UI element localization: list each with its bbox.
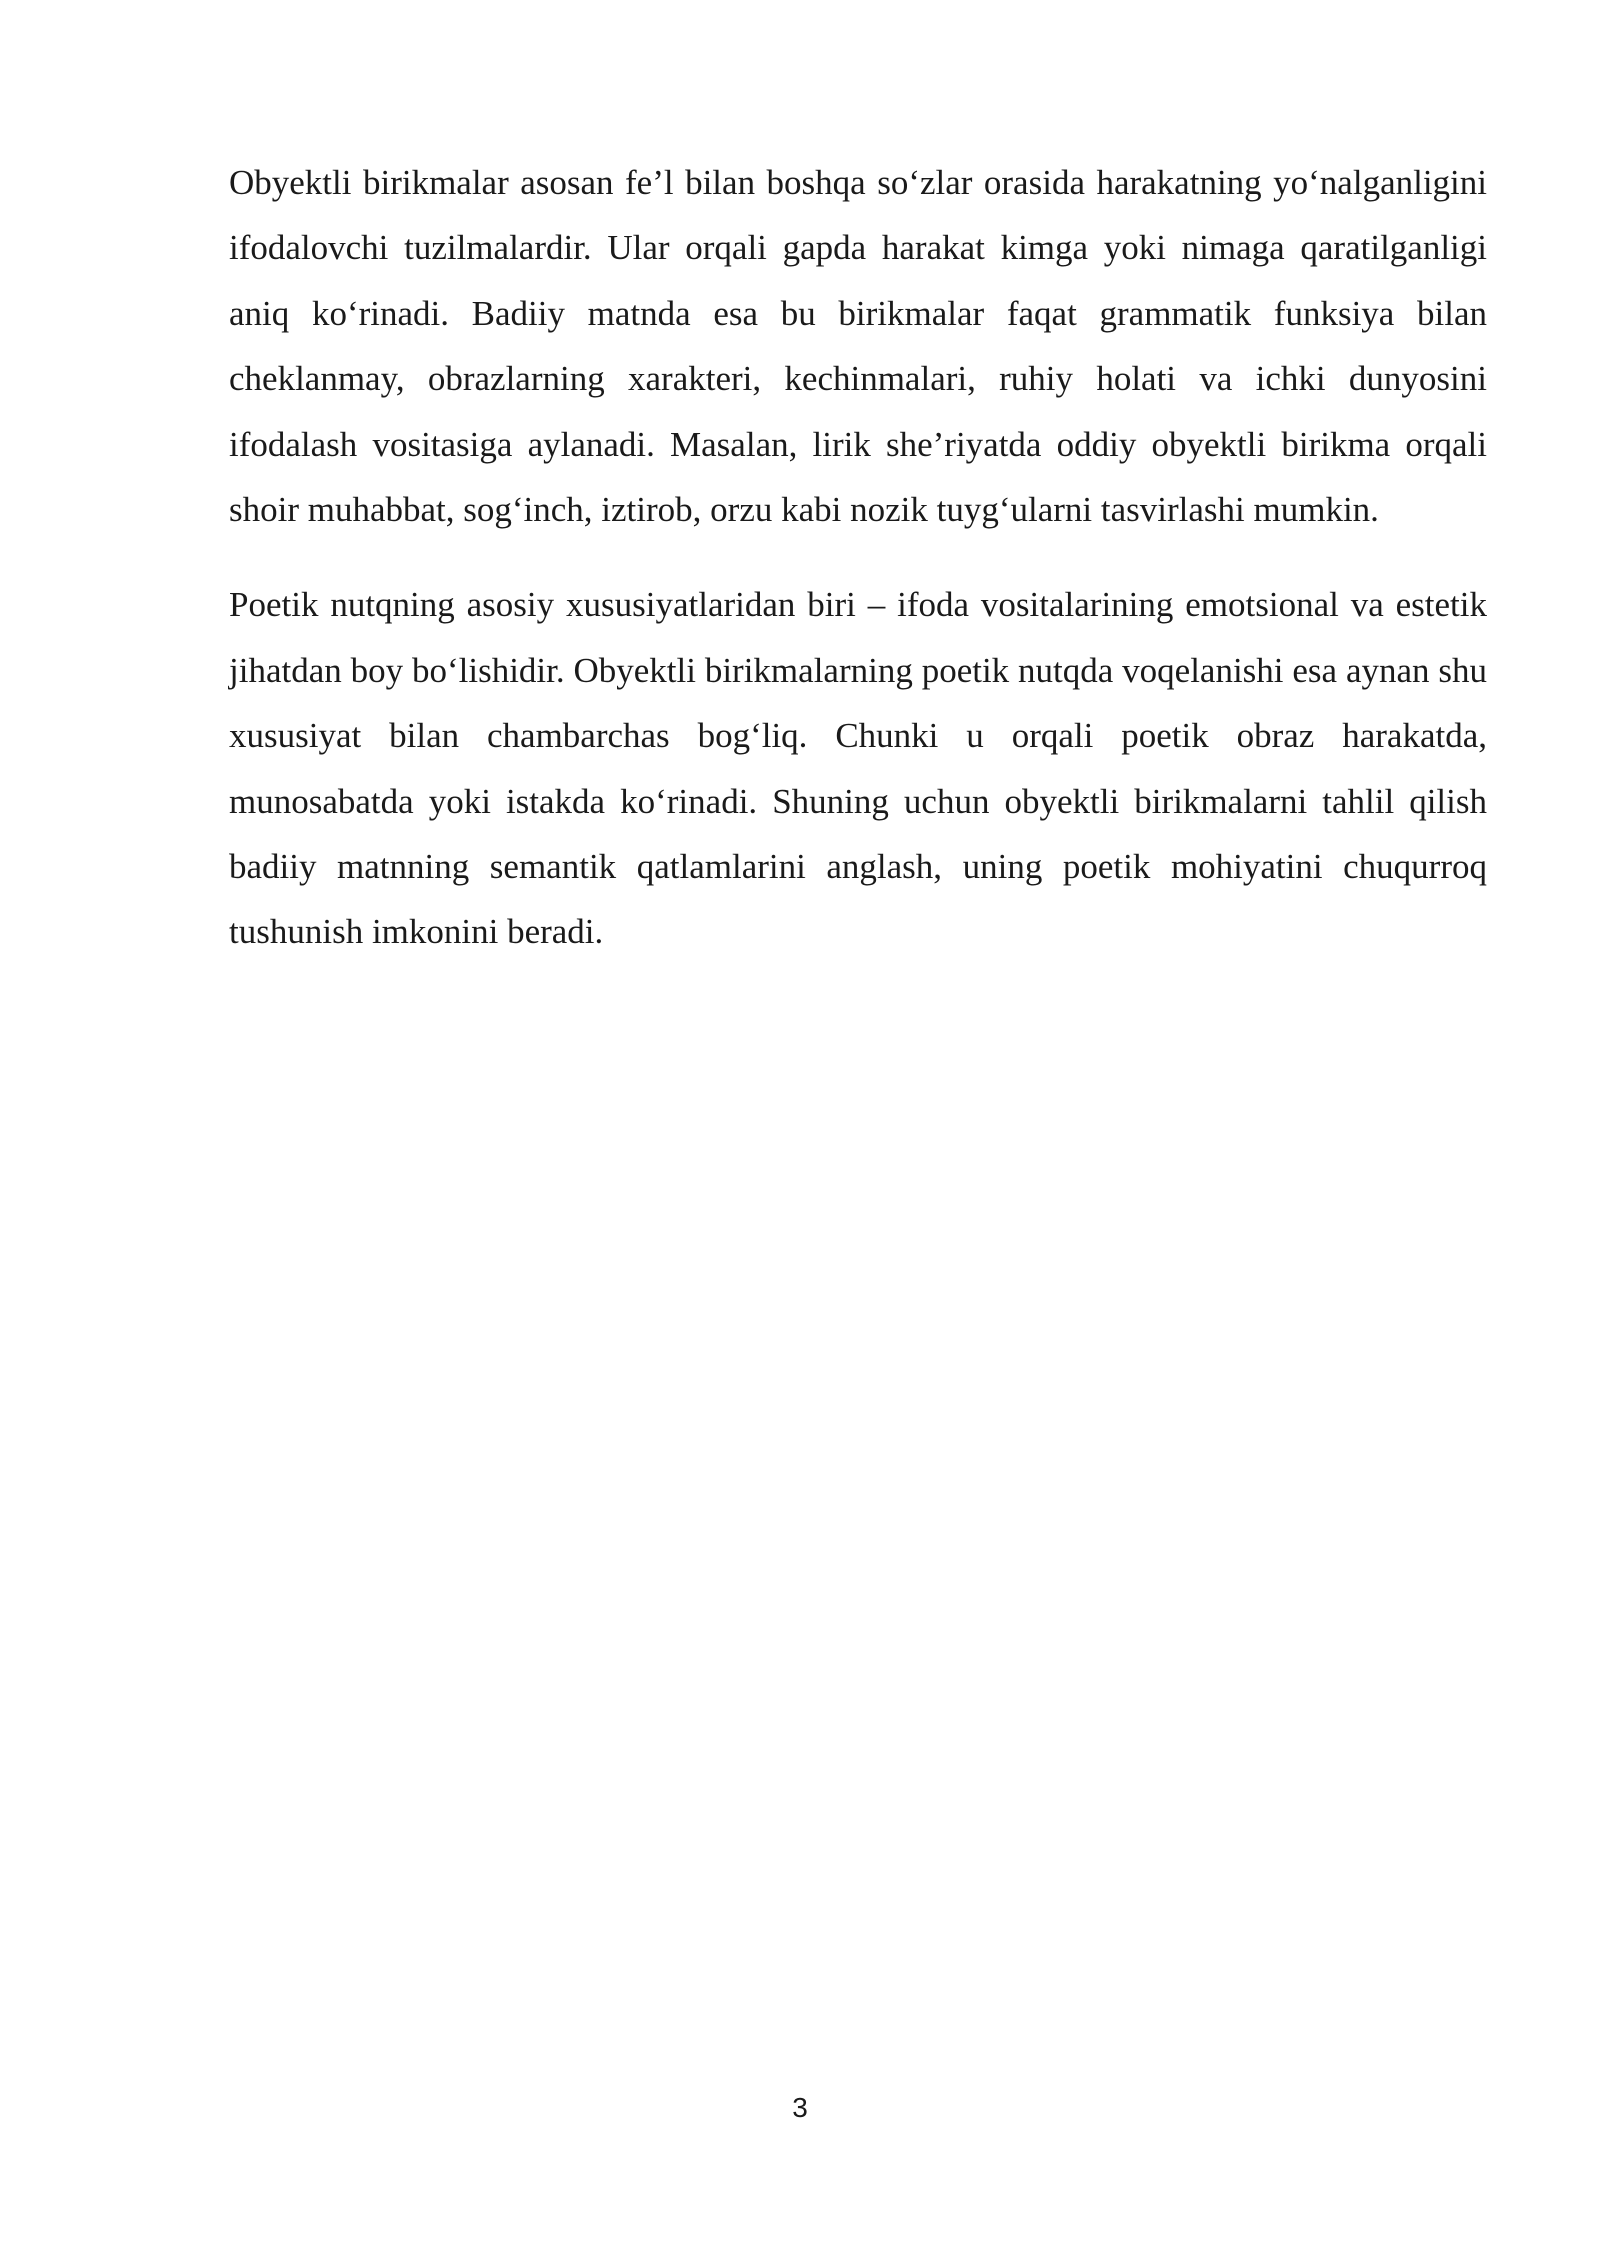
page-number: 3 xyxy=(792,2092,808,2123)
paragraph-1: Obyektli birikmalar asosan fe’l bilan boshqa so‘zlar orasida harakatning yo‘nalganligini ifodalovchi tuzilmalardir. Ular orqali gapda harakat kimga yoki nimaga qaratilganligi aniq ko‘rinadi. Badiiy matnda esa bu birikmalar faqat grammatik funksiya bilan cheklanmay, obrazlarning xarakteri, kechinmalari, ruhiy holati va ichki dunyosini ifodalash vositasiga aylanadi. Masalan, lirik she’riyatda oddiy obyektli birikma orqali shoir muhabbat, sog‘inch, iztirob, orzu kabi nozik tuyg‘ularni tasvirlashi mumkin. xyxy=(229,163,1487,530)
body-text xyxy=(229,150,1487,995)
paragraph-2: Poetik nutqning asosiy xususiyatlaridan biri – ifoda vositalarining emotsional va estetik jihatdan boy bo‘lishidir. Obyektli birikmalarning poetik nutqda voqelanishi esa aynan shu xususiyat bilan chambarchas bog‘liq. Chunki u orqali poetik obraz harakatda, munosabatda yoki istakda ko‘rinadi. Shuning uchun obyektli birikmalarni tahlil qilish badiiy matnning semantik qatlamlarini anglash, uning poetik mohiyatini chuqurroq tushunish imkonini beradi. xyxy=(229,585,1487,952)
